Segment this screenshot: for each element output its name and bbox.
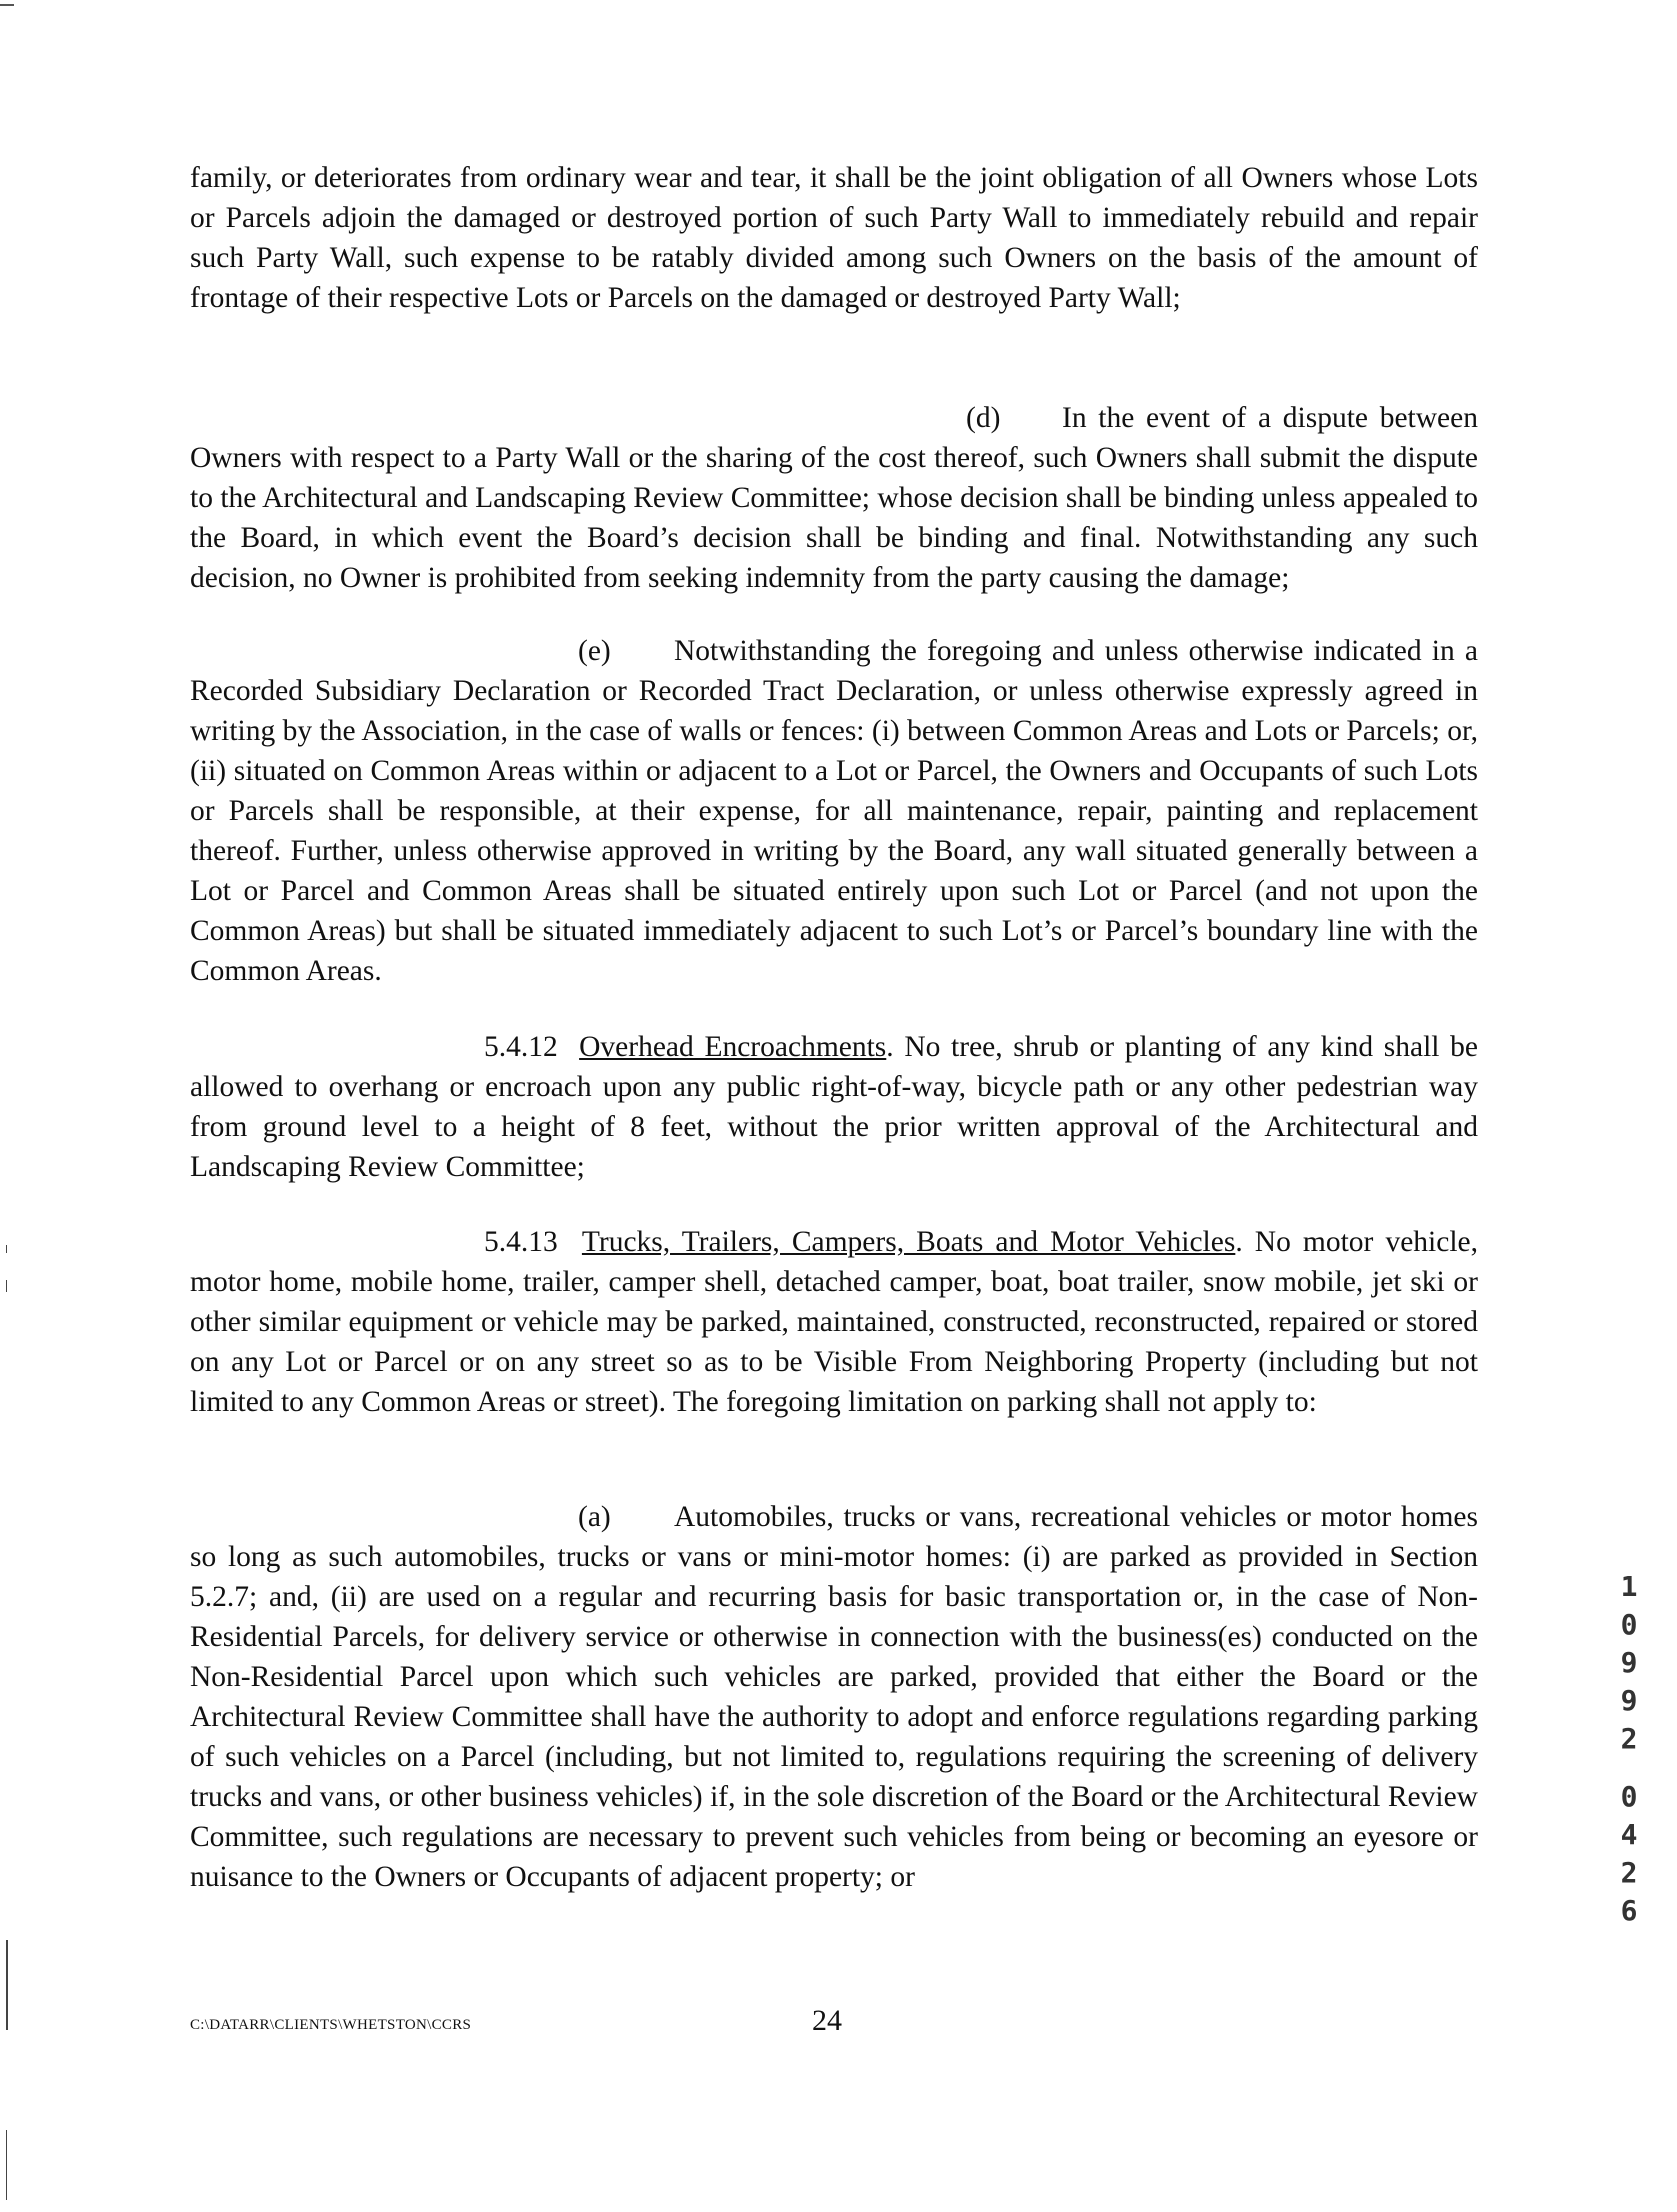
list-marker-e: (e) <box>578 635 611 667</box>
paragraph-text: In the event of a dispute between Owners with respect to a Party Wall or the sharing of the cost thereof, such Owners shall submit the dispute to the Architectural and Landscaping Review Committee; whose decision shall be binding unless appealed to the Board, in which event the Board’s decision shall be binding and final. Notwithstanding any such decision, no Owner is prohibited from seeking indemnity from the party causing the damage; <box>190 402 1478 594</box>
stamp-digit: 1 <box>1620 1570 1638 1603</box>
paragraph-text: Notwithstanding the foregoing and unless otherwise indicated in a Recorded Subsidiary Declaration or Recorded Tract Declaration, or unless otherwise expressly agreed in writing by the Association, in the case of walls or fences: (i) between Common Areas and Lots or Parcels; or, (ii) situated on Common Areas within or adjacent to a Lot or Parcel, the Owners and Occupants of such Lots or Parcels shall be responsible, at their expense, for all maintenance, repair, painting and replacement thereof. Further, unless otherwise approved in writing by the Board, any wall situated generally between a Lot or Parcel and Common Areas shall be situated entirely upon such Lot or Parcel (and not upon the Common Areas) but shall be situated immediately adjacent to such Lot’s or Parcel’s boundary line with the Common Areas. <box>190 635 1478 987</box>
section-title: Trucks, Trailers, Campers, Boats and Motor Vehicles <box>581 1226 1236 1258</box>
paragraph-text: . No motor vehicle, motor home, mobile home, trailer, camper shell, detached camper, boat, boat trailer, snow mobile, jet ski or other similar equipment or vehicle may be parked, maintained, constructed, reconstructed, repaired or stored on any Lot or Parcel or on any street so as to be Visible From Neighboring Property (including but not limited to any Common Areas or street). The foregoing limitation on parking shall not apply to: <box>190 1226 1478 1418</box>
recording-number-stamp <box>1614 1568 1644 1930</box>
scan-mark <box>6 2130 7 2200</box>
scan-mark <box>6 1280 7 1292</box>
scan-mark <box>6 1245 7 1253</box>
stamp-digit: 9 <box>1620 1684 1638 1717</box>
paragraph-a <box>190 1497 1478 1897</box>
stamp-digit: 0 <box>1620 1780 1638 1813</box>
stamp-digit: 2 <box>1620 1722 1638 1755</box>
paragraph-d <box>190 398 1478 598</box>
page-number: 24 <box>812 2004 842 2037</box>
section-number: 5.4.13 <box>484 1226 558 1258</box>
stamp-digit: 4 <box>1620 1818 1638 1851</box>
scan-mark <box>6 1940 8 2030</box>
section-5-4-13 <box>190 1222 1478 1422</box>
paragraph-party-wall-continuation <box>190 158 1478 318</box>
section-number: 5.4.12 <box>484 1031 558 1063</box>
section-5-4-12 <box>190 1027 1478 1187</box>
scan-mark <box>0 4 14 6</box>
list-marker-a: (a) <box>578 1501 611 1533</box>
paragraph-text: Automobiles, trucks or vans, recreational vehicles or motor homes so long as such automobiles, trucks or vans or mini-motor homes: (i) are parked as provided in Section 5.2.7; and, (ii) are used on a regular and recurring basis for basic transportation or, in the case of Non-Residential Parcels, for delivery service or otherwise in connection with the business(es) conducted on the Non-Residential Parcel upon which such vehicles are parked, provided that either the Board or the Architectural Review Committee shall have the authority to adopt and enforce regulations regarding parking of such vehicles on a Parcel (including, but not limited to, regulations requiring the screening of delivery trucks and vans, or other business vehicles) if, in the sole discretion of the Board or the Architectural Review Committee, such regulations are necessary to prevent such vehicles from being or becoming an eyesore or nuisance to the Owners or Occupants of adjacent property; or <box>190 1501 1478 1893</box>
section-title: Overhead Encroachments <box>579 1031 887 1063</box>
paragraph-text: family, or deteriorates from ordinary wear and tear, it shall be the joint obligation of all Owners whose Lots or Parcels adjoin the damaged or destroyed portion of such Party Wall to immediately rebuild and repair such Party Wall, such expense to be ratably divided among such Owners on the basis of the amount of frontage of their respective Lots or Parcels on the damaged or destroyed Party Wall; <box>190 162 1478 314</box>
stamp-digit: 2 <box>1620 1856 1638 1889</box>
file-path-footer: C:\DATARR\CLIENTS\WHETSTON\CCRS <box>190 2017 472 2033</box>
paragraph-e <box>190 631 1478 991</box>
stamp-digit: 0 <box>1620 1608 1638 1641</box>
paragraph-text: . No tree, shrub or planting of any kind shall be allowed to overhang or encroach upon any public right-of-way, bicycle path or any other pedestrian way from ground level to a height of 8 feet, without the prior written approval of the Architectural and Landscaping Review Committee; <box>190 1031 1479 1183</box>
stamp-digit: 9 <box>1620 1646 1638 1679</box>
list-marker-d: (d) <box>966 402 1001 434</box>
stamp-digit: 6 <box>1620 1894 1638 1927</box>
